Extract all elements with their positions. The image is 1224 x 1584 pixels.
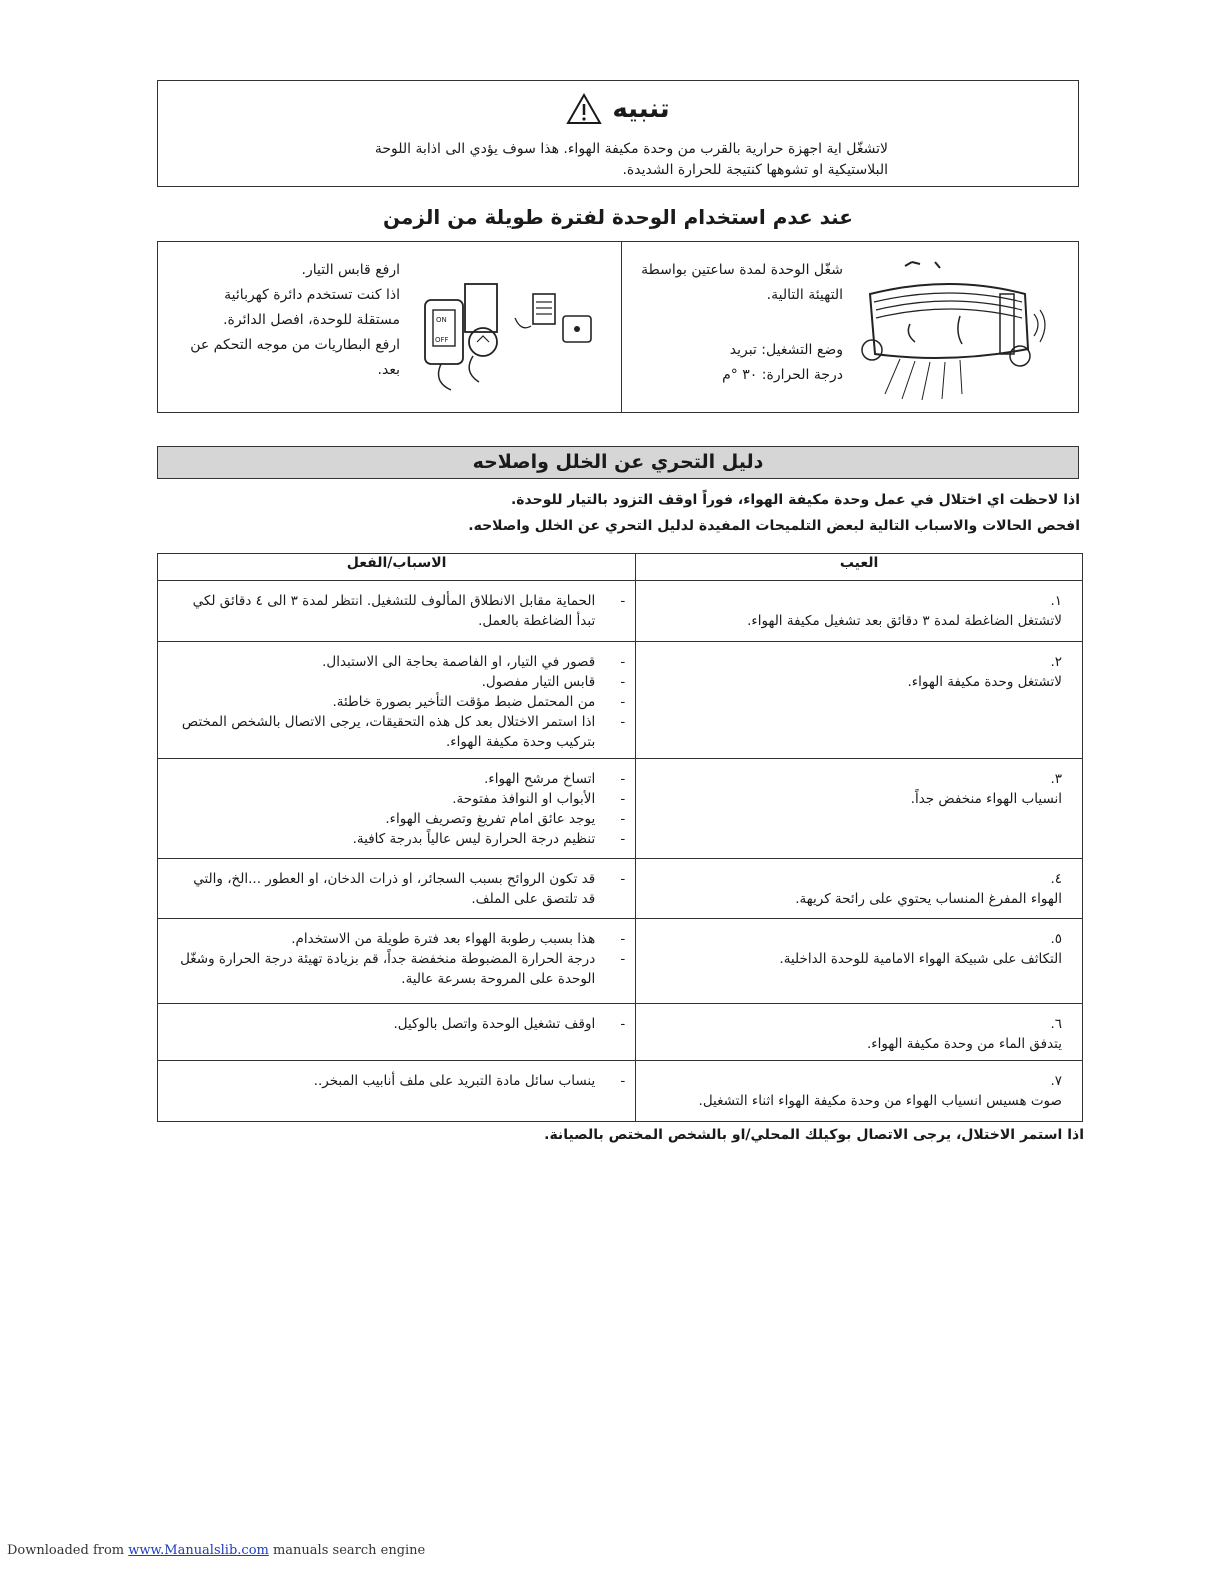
fault-description: التكاثف على شبيكة الهواء الامامية للوحدة الداخلية.: [779, 951, 1062, 967]
fault-cell: [636, 919, 1083, 1004]
table-row: [158, 581, 1083, 642]
fault-column-header: العيب: [636, 554, 1083, 581]
download-prefix: Downloaded from: [7, 1543, 125, 1558]
cause-list: [178, 652, 635, 752]
fault-number: ٥.: [1050, 931, 1062, 947]
caution-text-line: لاتشغّل اية اجهزة حرارية بالقرب من وحدة مكيفة الهواء. هذا سوف يؤدي الى اذابة اللوحة: [374, 141, 888, 157]
fault-cell: [636, 1061, 1083, 1122]
cause-item: - قصور في التيار، او الفاصمة بحاجة الى الاستبدال.: [178, 652, 635, 672]
cause-item: - من المحتمل ضبط مؤقت التأخير بصورة خاطئة.: [178, 692, 635, 712]
fault-cell: [636, 859, 1083, 919]
instruction-line: شغّل الوحدة لمدة ساعتين بواسطة: [641, 262, 843, 278]
table-row: [158, 642, 1083, 759]
instruction-line: ارفع البطاريات من موجه التحكم عن: [190, 337, 400, 353]
caution-text-line: البلاستيكية او تشوهها كنتيجة للحرارة الشديدة.: [622, 162, 888, 178]
footer-note: اذا استمر الاختلال، يرجى الاتصال بوكيلك المحلي/او بالشخص المختص بالصيانة.: [544, 1127, 1084, 1143]
instruction-line: اذا كنت تستخدم دائرة كهربائية: [224, 287, 400, 303]
troubleshooting-heading: دليل التحري عن الخلل واصلاحه: [157, 446, 1079, 479]
fault-description: لاتشتغل وحدة مكيفة الهواء.: [907, 674, 1062, 690]
run-settings: [628, 338, 843, 388]
cause-cell: [158, 581, 636, 642]
air-conditioner-illustration: [850, 254, 1050, 404]
cause-item: - قد تكون الروائح بسبب السجائر، او ذرات الدخان، او العطور ...الخ، والتي قد تلتصق على الملف.: [178, 869, 635, 909]
cause-cell: [158, 759, 636, 859]
mode-setting: وضع التشغيل: تبريد: [729, 342, 843, 358]
fault-number: ٤.: [1050, 871, 1062, 887]
longterm-box: [157, 241, 1079, 413]
cause-item: - ينساب سائل مادة التبريد على ملف أنابيب المبخر..: [178, 1071, 635, 1091]
table-row: [158, 1061, 1083, 1122]
cause-cell: [158, 1004, 636, 1061]
switch-off-label: OFF: [435, 336, 449, 344]
cause-list: [178, 1071, 635, 1091]
fault-number: ٣.: [1050, 771, 1062, 787]
instruction-line: مستقلة للوحدة، افصل الدائرة.: [223, 312, 400, 328]
instruction-line: ارفع قابس التيار.: [301, 262, 400, 278]
manualslib-link[interactable]: www.Manualslib.com: [128, 1543, 269, 1558]
fault-number: ٧.: [1050, 1073, 1062, 1089]
caution-text: [308, 139, 888, 181]
temperature-setting: درجة الحرارة: ٣٠ °م: [722, 367, 843, 383]
fault-number: ٢.: [1050, 654, 1062, 670]
cause-item: - اوقف تشغيل الوحدة واتصل بالوكيل.: [178, 1014, 635, 1034]
fault-cell: [636, 759, 1083, 859]
fault-description: يتدفق الماء من وحدة مكيفة الهواء.: [866, 1036, 1062, 1052]
caution-title: [158, 93, 1078, 125]
cause-list: [178, 591, 635, 631]
table-row: [158, 1004, 1083, 1061]
cause-item: - اتساخ مرشح الهواء.: [178, 769, 635, 789]
fault-description: انسياب الهواء منخفض جداً.: [910, 791, 1062, 807]
fault-number: ١.: [1050, 593, 1062, 609]
table-row: [158, 919, 1083, 1004]
cause-item: - درجة الحرارة المضبوطة منخفضة جداً، قم بزيادة تهيئة درجة الحرارة وشغّل الوحدة على المروحة بسرعة عالية.: [178, 949, 635, 989]
fault-number: ٦.: [1050, 1016, 1062, 1032]
column-divider: [621, 242, 622, 412]
fault-cell: [636, 581, 1083, 642]
troubleshooting-table: [157, 553, 1083, 1122]
cause-item: - قابس التيار مفصول.: [178, 672, 635, 692]
longterm-heading: عند عدم استخدام الوحدة لفترة طويلة من الزمن: [383, 205, 853, 229]
switch-on-label: ON: [436, 316, 447, 324]
table-row: [158, 759, 1083, 859]
download-footer: [7, 1543, 425, 1558]
cause-list: [178, 1014, 635, 1034]
fault-cell: [636, 1004, 1083, 1061]
instruction-line: بعد.: [377, 362, 400, 378]
fault-description: لاتشتغل الضاغطة لمدة ٣ دقائق بعد تشغيل مكيفة الهواء.: [747, 613, 1062, 629]
fault-description: الهواء المفرغ المنساب يحتوي على رائحة كريهة.: [795, 891, 1062, 907]
caution-box: [157, 80, 1079, 187]
run-unit-instruction: [628, 258, 843, 308]
fault-cell: [636, 642, 1083, 759]
cause-item: - الحماية مقابل الانطلاق المألوف للتشغيل. انتظر لمدة ٣ الى ٤ دقائق لكي تبدأ الضاغطة بالعمل.: [178, 591, 635, 631]
plug-and-remote-illustration: [403, 282, 613, 392]
table-row: [158, 859, 1083, 919]
troubleshooting-intro: اذا لاحظت اي اختلال في عمل وحدة مكيفة الهواء، فوراً اوقف التزود بالتيار للوحدة.: [510, 492, 1080, 508]
cause-item: - هذا بسبب رطوبة الهواء بعد فترة طويلة من الاستخدام.: [178, 929, 635, 949]
download-suffix: manuals search engine: [272, 1543, 426, 1558]
unplug-instruction: [170, 258, 400, 383]
cause-cell: [158, 859, 636, 919]
cause-list: [178, 769, 635, 849]
fault-description: صوت هسيس انسياب الهواء من وحدة مكيفة الهواء اثناء التشغيل.: [698, 1093, 1062, 1109]
cause-item: - اذا استمر الاختلال بعد كل هذه التحقيقات، يرجى الاتصال بالشخص المختص بتركيب وحدة مكيفة الهواء.: [178, 712, 635, 752]
cause-cell: [158, 642, 636, 759]
cause-cell: [158, 919, 636, 1004]
cause-item: - يوجد عائق امام تفريغ وتصريف الهواء.: [178, 809, 635, 829]
table-header-row: [158, 554, 1083, 581]
cause-cell: [158, 1061, 636, 1122]
troubleshooting-intro: افحص الحالات والاسباب التالية لبعض التلميحات المفيدة لدليل التحري عن الخلل واصلاحه.: [468, 518, 1080, 534]
cause-list: [178, 869, 635, 909]
cause-item: - تنظيم درجة الحرارة ليس عالياً بدرجة كافية.: [178, 829, 635, 849]
caution-title-text: تنبيه: [612, 94, 670, 124]
cause-column-header: الاسباب/الفعل: [158, 554, 636, 581]
cause-item: - الأبواب او النوافذ مفتوحة.: [178, 789, 635, 809]
cause-list: [178, 929, 635, 989]
instruction-line: التهيئة التالية.: [766, 287, 843, 303]
warning-triangle-icon: [566, 93, 602, 125]
